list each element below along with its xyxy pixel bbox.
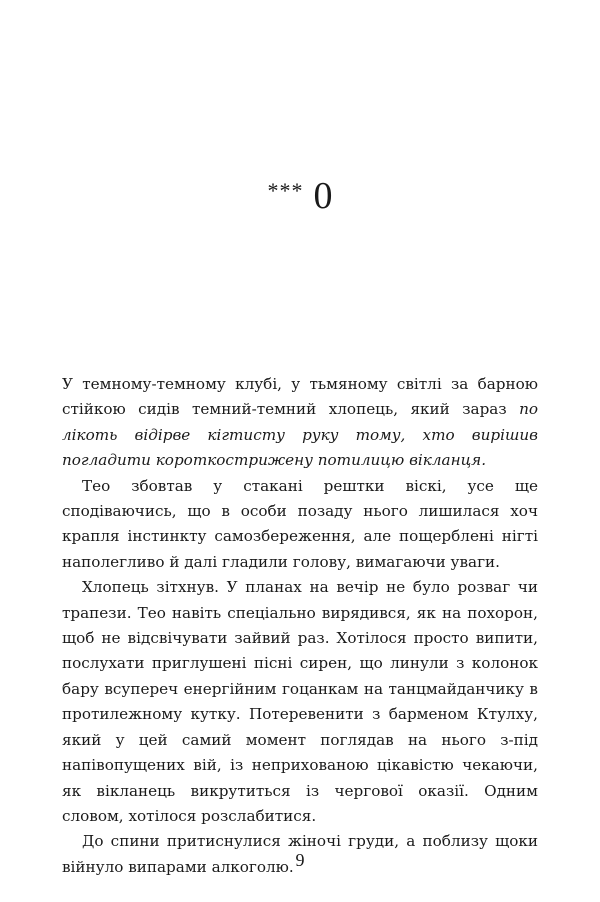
chapter-stars: *** [267, 178, 304, 203]
paragraph-1 [62, 372, 538, 474]
paragraph-2: Тео збовтав у стакані рештки віскі, усе ще сподіваючись, що в особи позаду нього лишилася хоч крапля інстинкту самозбереження, але пощерблені нігті наполегливо й далі гладили голову, вимагаючи уваги. [62, 476, 538, 571]
paragraph-1-lead: У темному-темному клубі, у тьмяному світлі за барною стійкою сидів темний-темний хлопець, який зараз [62, 375, 538, 419]
paragraph-3: Хлопець зітхнув. У планах на вечір не було розваг чи трапези. Тео навіть спеціально вирядився, як на похорон, щоб не відсвічувати зайвий раз. Хотілося просто випити, послухати приглушені пісні сирен, що линули з колонок бару всупереч енергійним гоцанкам на танцмайданчику в протилежному кутку. Потеревенити з барменом Ктулху, який у цей самий момент поглядав на нього з-під напівопущених вій, із неприхованою цікавістю чекаючи, як вікланець викрутиться із чергової оказії. Одним словом, хотілося розслабитися. [62, 578, 538, 825]
paragraph-1-italic: по лікоть відірве кігтисту руку тому, хто вирішив погладити короткострижену потилицю вікланця. [62, 400, 538, 470]
page-number: 9 [295, 850, 305, 870]
paragraph-4: До спини притиснулися жіночі груди, а поблизу щоки війнуло випарами алкоголю. [62, 832, 538, 876]
chapter-heading [0, 168, 600, 219]
chapter-number: 0 [313, 175, 333, 217]
body-text [62, 372, 538, 880]
